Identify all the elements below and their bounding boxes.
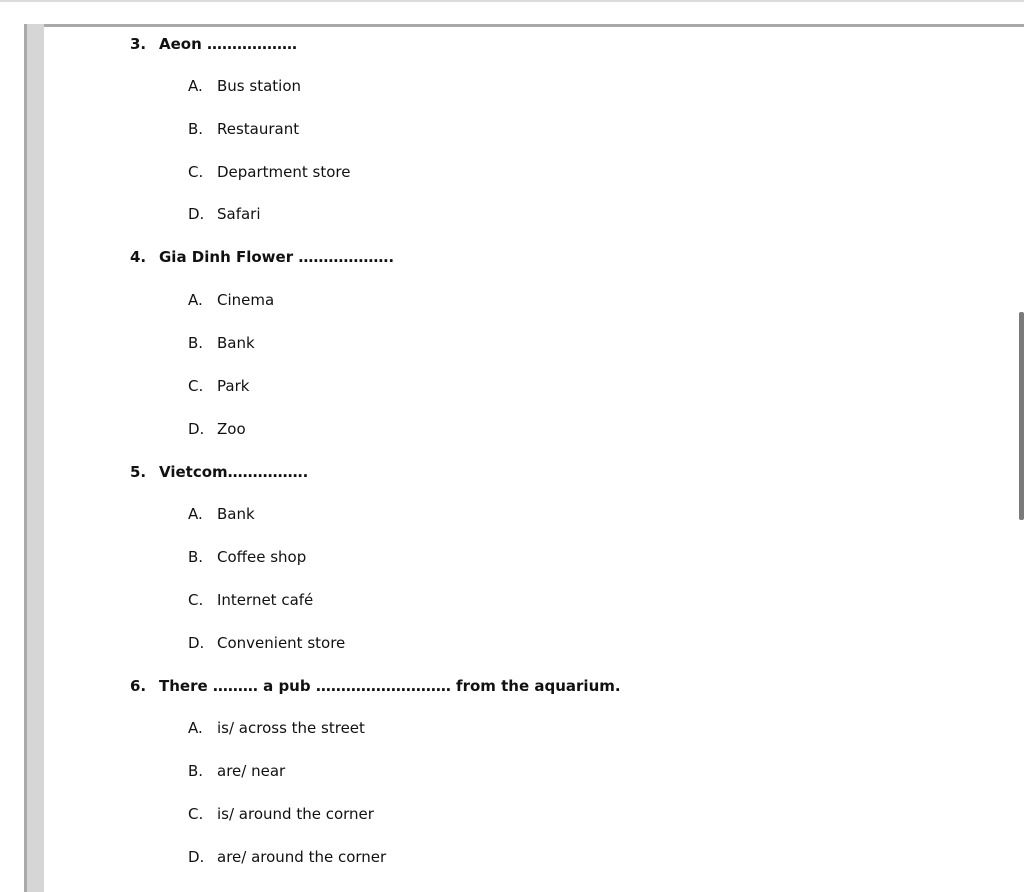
option-3a xyxy=(188,77,301,95)
option-text: Coffee shop xyxy=(217,548,307,566)
option-letter: B. xyxy=(188,334,204,352)
option-3c xyxy=(188,163,350,181)
question-3 xyxy=(130,35,297,53)
question-stem: Gia Dinh Flower ………………. xyxy=(159,248,395,266)
option-letter: A. xyxy=(188,505,203,523)
option-3d xyxy=(188,205,261,223)
option-letter: C. xyxy=(188,163,204,181)
option-letter: A. xyxy=(188,77,203,95)
option-letter: B. xyxy=(188,762,204,780)
option-4c xyxy=(188,377,249,395)
option-letter: D. xyxy=(188,634,205,652)
question-5 xyxy=(130,463,308,481)
option-6a xyxy=(188,719,365,737)
option-6c xyxy=(188,805,374,823)
question-stem: Vietcom……………. xyxy=(159,463,309,481)
option-letter: D. xyxy=(188,848,205,866)
option-text: Cinema xyxy=(217,291,275,309)
option-text: are/ around the corner xyxy=(217,848,387,866)
option-5b xyxy=(188,548,306,566)
top-divider xyxy=(0,0,1024,2)
option-5d xyxy=(188,634,345,652)
option-text: Bus station xyxy=(217,77,302,95)
option-6b xyxy=(188,762,285,780)
option-text: Internet café xyxy=(217,591,314,609)
page-left-gutter xyxy=(24,24,44,892)
option-text: is/ around the corner xyxy=(217,805,374,823)
question-stem: Aeon ……………… xyxy=(159,35,297,53)
option-text: Park xyxy=(217,377,250,395)
question-6 xyxy=(130,677,621,695)
question-number: 3. xyxy=(130,35,147,53)
option-text: are/ near xyxy=(217,762,286,780)
option-4a xyxy=(188,291,274,309)
option-3b xyxy=(188,120,299,138)
option-text: Bank xyxy=(217,505,255,523)
option-letter: D. xyxy=(188,420,205,438)
question-number: 4. xyxy=(130,248,147,266)
option-letter: B. xyxy=(188,120,204,138)
option-4d xyxy=(188,420,246,438)
option-letter: A. xyxy=(188,291,203,309)
option-text: Department store xyxy=(217,163,351,181)
option-letter: C. xyxy=(188,591,204,609)
option-letter: A. xyxy=(188,719,203,737)
option-4b xyxy=(188,334,255,352)
question-4 xyxy=(130,248,394,266)
option-text: Restaurant xyxy=(217,120,300,138)
option-text: Safari xyxy=(217,205,261,223)
option-letter: C. xyxy=(188,805,204,823)
vertical-scrollbar-thumb[interactable] xyxy=(1019,312,1024,520)
option-text: Bank xyxy=(217,334,255,352)
option-letter: C. xyxy=(188,377,204,395)
option-text: Zoo xyxy=(217,420,246,438)
option-text: is/ across the street xyxy=(217,719,365,737)
question-stem: There ……… a pub ……………………… from the aquarium. xyxy=(159,677,621,695)
option-letter: B. xyxy=(188,548,204,566)
document-page xyxy=(44,27,1019,892)
option-5c xyxy=(188,591,313,609)
option-text: Convenient store xyxy=(217,634,346,652)
option-letter: D. xyxy=(188,205,205,223)
option-6d xyxy=(188,848,386,866)
option-5a xyxy=(188,505,255,523)
question-number: 6. xyxy=(130,677,147,695)
question-number: 5. xyxy=(130,463,147,481)
